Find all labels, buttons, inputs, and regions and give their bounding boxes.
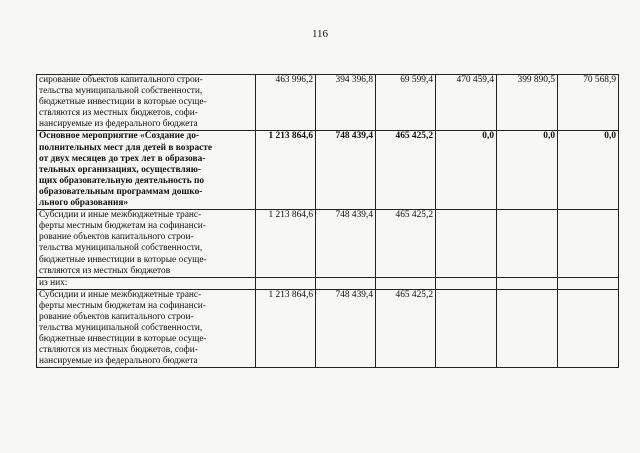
row-name-cell: сирование объектов капитального строи- тельства муниципальной собственности, бюджетные инвестиции в которые осуще- ствляются из местных бюджетов, софи- нансируемые из федерального бюджета xyxy=(37,75,256,131)
value-cell: 69 599,4 xyxy=(376,75,436,131)
row-name-cell: Основное мероприятие «Создание до- полнительных мест для детей в возрасте от двух месяцев до трех лет в образова- тельных организациях, осуществляю- щих образовательную деятельность по образовательным программам дошко- льного образования» xyxy=(37,131,256,210)
value-cell: 748 439,4 xyxy=(316,131,376,210)
table-row xyxy=(37,277,619,289)
value-cell: 1 213 864,6 xyxy=(256,131,316,210)
row-name-cell: Субсидии и иные межбюджетные транс- ферты местным бюджетам на софинанси- рование объектов капитального строи- тельства муниципальной собственности, бюджетные инвестиции в которые осуще- ствляются из местных бюджетов xyxy=(37,210,256,278)
table-row xyxy=(37,210,619,278)
value-cell: 394 396,8 xyxy=(316,75,376,131)
value-cell xyxy=(497,277,558,289)
value-cell: 748 439,4 xyxy=(316,210,376,278)
value-cell: 748 439,4 xyxy=(316,289,376,368)
value-cell: 70 568,9 xyxy=(558,75,619,131)
value-cell xyxy=(316,277,376,289)
page-number: 116 xyxy=(311,28,329,40)
value-cell: 0,0 xyxy=(558,131,619,210)
value-cell xyxy=(497,289,558,368)
table-row xyxy=(37,289,619,368)
value-cell: 465 425,2 xyxy=(376,289,436,368)
value-cell xyxy=(376,277,436,289)
value-cell xyxy=(558,277,619,289)
row-name-cell: Субсидии и иные межбюджетные транс- ферты местным бюджетам на софинанси- рование объектов капитального строи- тельства муниципальной собственности, бюджетные инвестиции в которые осуще- ствляются из местных бюджетов, софи- нансируемые из федерального бюджета xyxy=(37,289,256,368)
row-name-cell: из них: xyxy=(37,277,256,289)
value-cell: 465 425,2 xyxy=(376,210,436,278)
value-cell xyxy=(436,210,497,278)
value-cell: 0,0 xyxy=(497,131,558,210)
value-cell: 1 213 864,6 xyxy=(256,289,316,368)
value-cell: 465 425,2 xyxy=(376,131,436,210)
value-cell: 463 996,2 xyxy=(256,75,316,131)
value-cell: 399 890,5 xyxy=(497,75,558,131)
value-cell xyxy=(436,289,497,368)
value-cell xyxy=(256,277,316,289)
budget-table xyxy=(36,74,619,368)
value-cell: 470 459,4 xyxy=(436,75,497,131)
value-cell: 0,0 xyxy=(436,131,497,210)
value-cell xyxy=(436,277,497,289)
value-cell xyxy=(558,210,619,278)
value-cell xyxy=(497,210,558,278)
table-row xyxy=(37,75,619,131)
value-cell xyxy=(558,289,619,368)
table-row xyxy=(37,131,619,210)
value-cell: 1 213 864,6 xyxy=(256,210,316,278)
